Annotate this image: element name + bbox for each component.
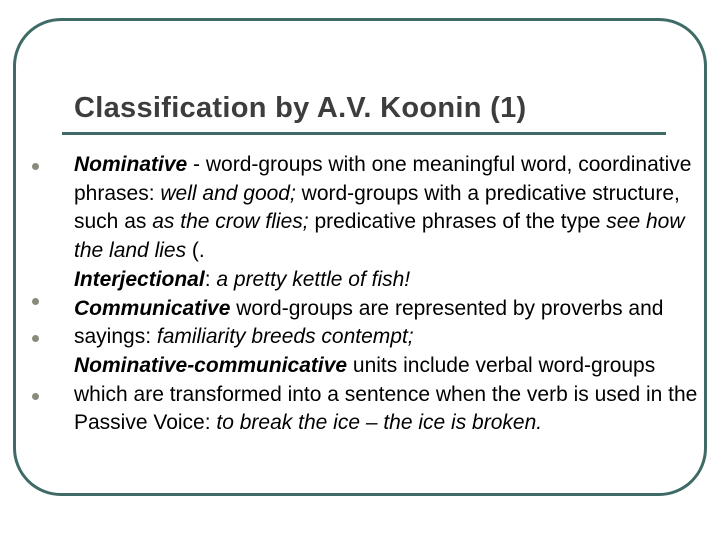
bullet-list — [74, 151, 704, 438]
title-underline — [62, 132, 666, 135]
list-item-nominative: Nominative - word-groups with one meaningful word, coordinative phrases: well and good; word-groups with a predicative structure, such as as the crow flies; predicative phrases of the type see how the land lies (. — [74, 153, 692, 263]
list-item-communicative: Communicative word-groups are represented by proverbs and sayings: familiarity breeds contempt; — [74, 296, 664, 349]
bullet-icon — [32, 298, 39, 305]
bullet-icon — [32, 163, 39, 170]
bullet-icon — [32, 393, 39, 400]
list-item-nominative-communicative: Nominative-communicative units include verbal word-groups which are transformed into a sentence when the verb is used in the Passive Voice: to break the ice – the ice is broken. — [74, 353, 698, 435]
bullet-icon — [32, 335, 39, 342]
slide-title: Classification by A.V. Koonin (1) — [74, 92, 527, 124]
list-item-interjectional: Interjectional: a pretty kettle of fish! — [74, 267, 411, 291]
